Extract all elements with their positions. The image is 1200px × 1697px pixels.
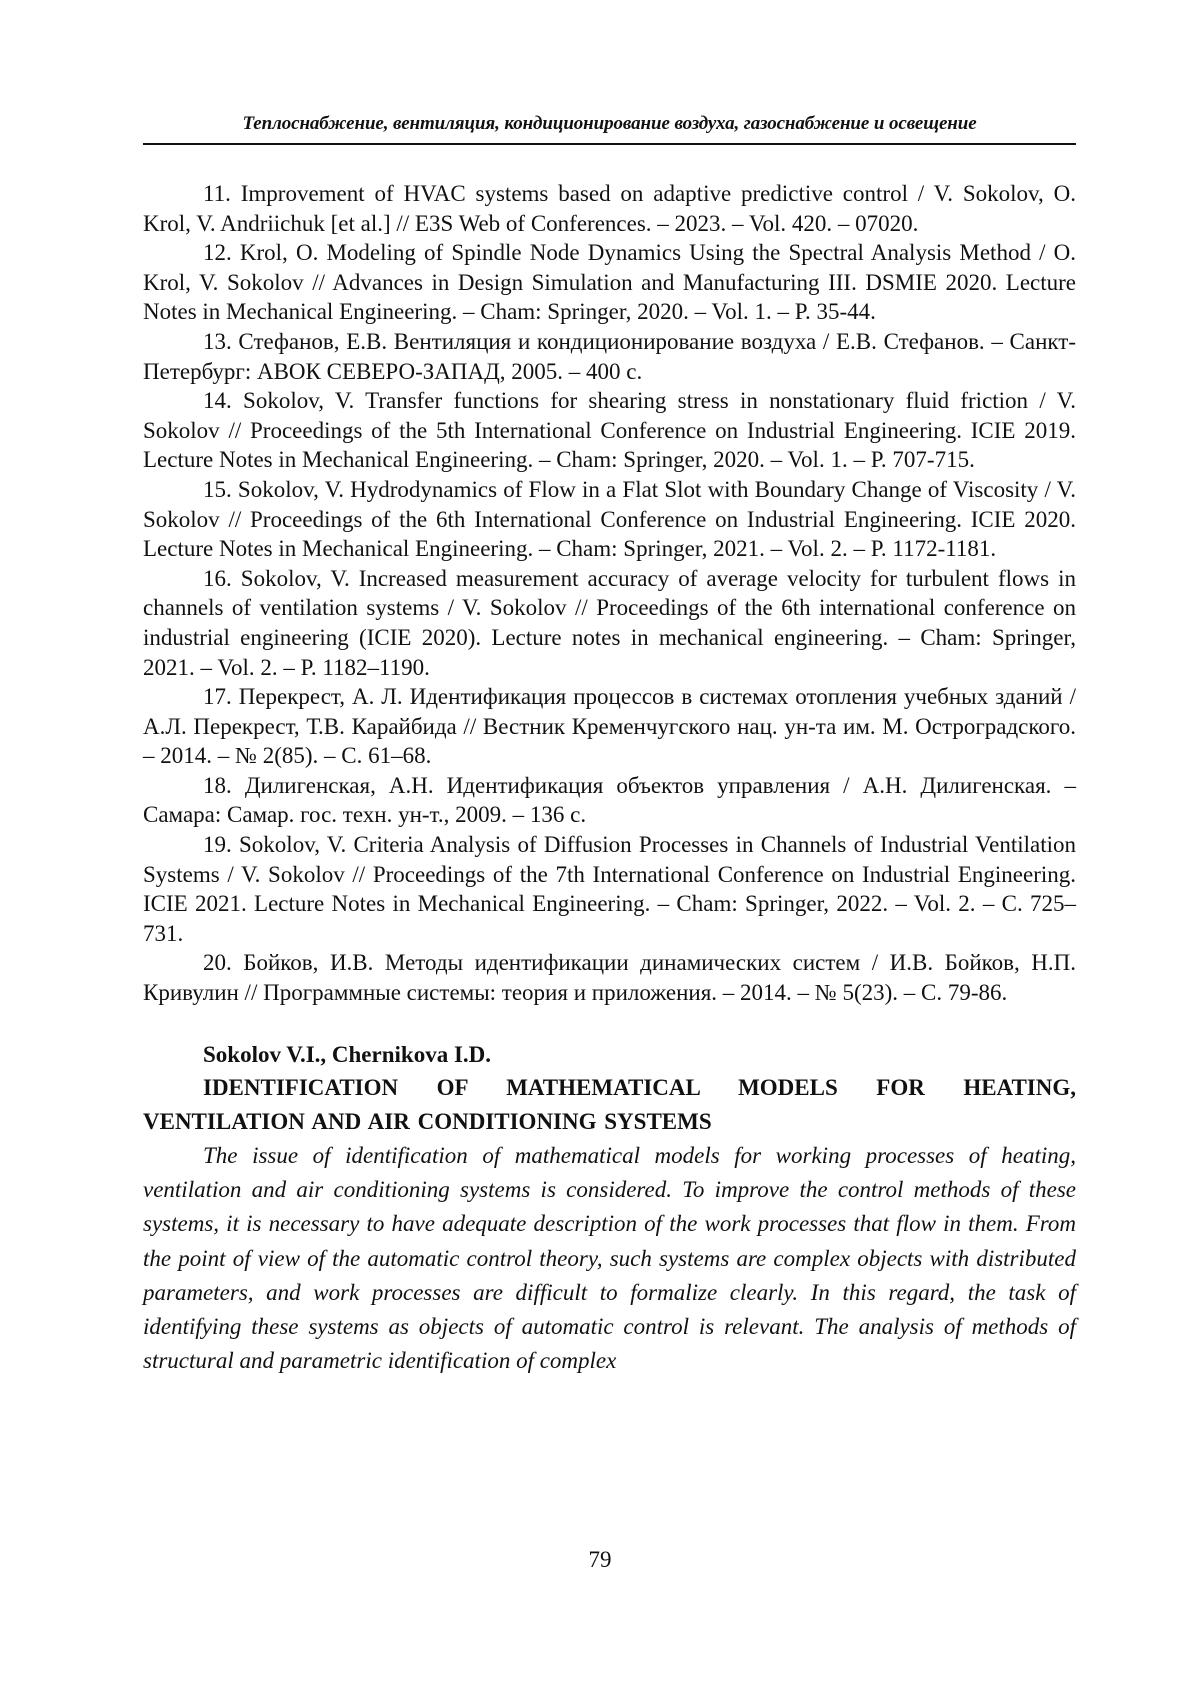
reference-18: 18. Дилигенская, А.Н. Идентификация объектов управления / А.Н. Дилигенская. – Самара: Самар. гос. техн. ун-т., 2009. – 136 с. <box>143 771 1076 830</box>
article-authors: Sokolov V.I., Chernikova I.D. <box>143 1038 1076 1071</box>
article-abstract: The issue of identification of mathematical models for working processes of heating, ventilation and air conditioning systems is considered. To improve the control methods of these systems, it is necessary to have adequate description of the work processes that flow in them. From the point of view of the automatic control theory, such systems are complex objects with distributed parameters, and work processes are difficult to formalize clearly. In this regard, the task of identifying these systems as objects of automatic control is relevant. The analysis of methods of structural and parametric identification of complex <box>143 1139 1076 1379</box>
reference-13: 13. Стефанов, Е.В. Вентиляция и кондиционирование воздуха / Е.В. Стефанов. – Санкт-Петербург: АВОК СЕВЕРО-ЗАПАД, 2005. – 400 с. <box>143 327 1076 386</box>
reference-16: 16. Sokolov, V. Increased measurement accuracy of average velocity for turbulent flows in channels of ventilation systems / V. Sokolov // Proceedings of the 6th international conference on industrial engineering (ICIE 2020). Lecture notes in mechanical engineering. – Cham: Springer, 2021. – Vol. 2. – P. 1182–1190. <box>143 564 1076 682</box>
page-content <box>143 179 1076 1379</box>
page-number: 79 <box>0 1547 1200 1573</box>
header-rule <box>143 143 1076 145</box>
reference-20: 20. Бойков, И.В. Методы идентификации динамических систем / И.В. Бойков, Н.П. Кривулин // Программные системы: теория и приложения. – 2014. – № 5(23). – С. 79-86. <box>143 948 1076 1007</box>
reference-14: 14. Sokolov, V. Transfer functions for shearing stress in nonstationary fluid friction / V. Sokolov // Proceedings of the 5th International Conference on Industrial Engineering. ICIE 2019. Lecture Notes in Mechanical Engineering. – Cham: Springer, 2020. – Vol. 1. – P. 707-715. <box>143 386 1076 475</box>
reference-15: 15. Sokolov, V. Hydrodynamics of Flow in a Flat Slot with Boundary Change of Viscosity / V. Sokolov // Proceedings of the 6th International Conference on Industrial Engineering. ICIE 2020. Lecture Notes in Mechanical Engineering. – Cham: Springer, 2021. – Vol. 2. – P. 1172-1181. <box>143 475 1076 564</box>
reference-17: 17. Перекрест, А. Л. Идентификация процессов в системах отопления учебных зданий / А.Л. Перекрест, Т.В. Карайбида // Вестник Кременчугского нац. ун-та им. М. Остроградского. – 2014. – № 2(85). – С. 61–68. <box>143 682 1076 771</box>
reference-11: 11. Improvement of HVAC systems based on adaptive predictive control / V. Sokolov, O. Krol, V. Andriichuk [et al.] // E3S Web of Conferences. – 2023. – Vol. 420. – 07020. <box>143 179 1076 238</box>
section-gap <box>143 1008 1076 1038</box>
english-summary <box>143 1038 1076 1379</box>
article-title: IDENTIFICATION OF MATHEMATICAL MODELS FOR HEATING, VENTILATION AND AIR CONDITIONING SYSTEMS <box>143 1071 1076 1139</box>
reference-19: 19. Sokolov, V. Criteria Analysis of Diffusion Processes in Channels of Industrial Ventilation Systems / V. Sokolov // Proceedings of the 7th International Conference on Industrial Engineering. ICIE 2021. Lecture Notes in Mechanical Engineering. – Cham: Springer, 2022. – Vol. 2. – С. 725–731. <box>143 830 1076 948</box>
reference-list <box>143 179 1076 1008</box>
reference-12: 12. Krol, O. Modeling of Spindle Node Dynamics Using the Spectral Analysis Method / O. Krol, V. Sokolov // Advances in Design Simulation and Manufacturing III. DSMIE 2020. Lecture Notes in Mechanical Engineering. – Cham: Springer, 2020. – Vol. 1. – P. 35-44. <box>143 238 1076 327</box>
running-header: Теплоснабжение, вентиляция, кондиционирование воздуха, газоснабжение и освещение <box>143 113 1076 135</box>
